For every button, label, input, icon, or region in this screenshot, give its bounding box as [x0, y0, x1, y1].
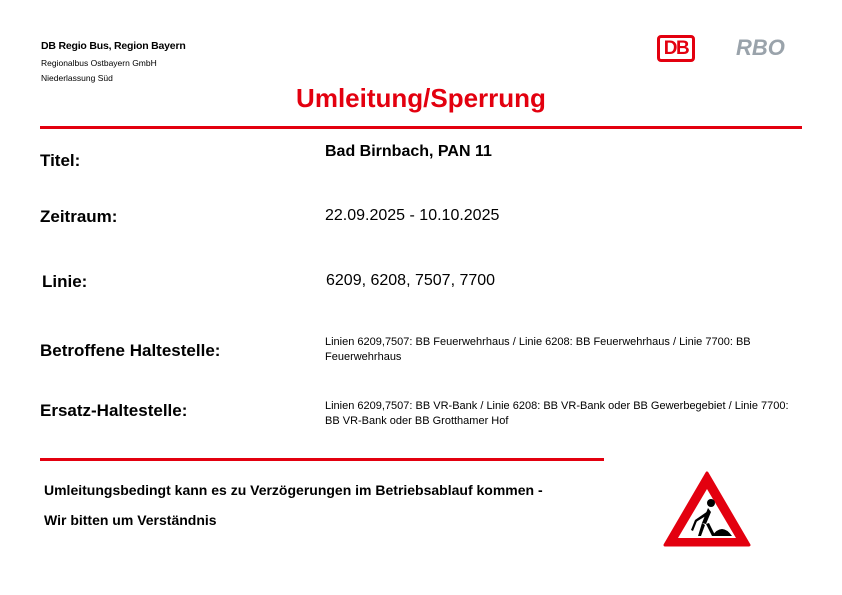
delay-notice: Umleitungsbedingt kann es zu Verzögerungen im Betriebsablauf kommen - [44, 482, 543, 498]
bottom-divider [40, 458, 604, 461]
apology-notice: Wir bitten um Verständnis [44, 512, 217, 528]
linie-label: Linie: [42, 272, 88, 291]
top-divider [40, 126, 802, 129]
db-logo: DB [657, 35, 695, 62]
rbo-logo: RBO [736, 35, 785, 60]
company-subsidiary: Regionalbus Ostbayern GmbH [41, 58, 157, 68]
zeitraum-value: 22.09.2025 - 10.10.2025 [325, 207, 500, 224]
document-title: Umleitung/Sperrung [296, 83, 546, 113]
ersatz-haltestelle-value: Linien 6209,7507: BB VR-Bank / Linie 6208: BB VR-Bank oder BB Gewerbegebiet / Linie 7700: BB VR-Bank oder BB Grotthamer Hof [325, 400, 789, 427]
titel-value: Bad Birnbach, PAN 11 [325, 143, 492, 160]
company-branch: Niederlassung Süd [41, 73, 113, 83]
betroffene-haltestelle-value: Linien 6209,7507: BB Feuerwehrhaus / Linie 6208: BB Feuerwehrhaus / Linie 7700: BB Feuerwehrhaus [325, 336, 751, 363]
zeitraum-label: Zeitraum: [40, 207, 118, 226]
linie-value: 6209, 6208, 7507, 7700 [326, 272, 496, 289]
ersatz-haltestelle-label: Ersatz-Haltestelle: [40, 401, 188, 420]
company-name: DB Regio Bus, Region Bayern [41, 40, 186, 52]
titel-label: Titel: [40, 151, 81, 170]
roadworks-warning-sign-icon [662, 470, 752, 548]
betroffene-haltestelle-label: Betroffene Haltestelle: [40, 341, 221, 360]
